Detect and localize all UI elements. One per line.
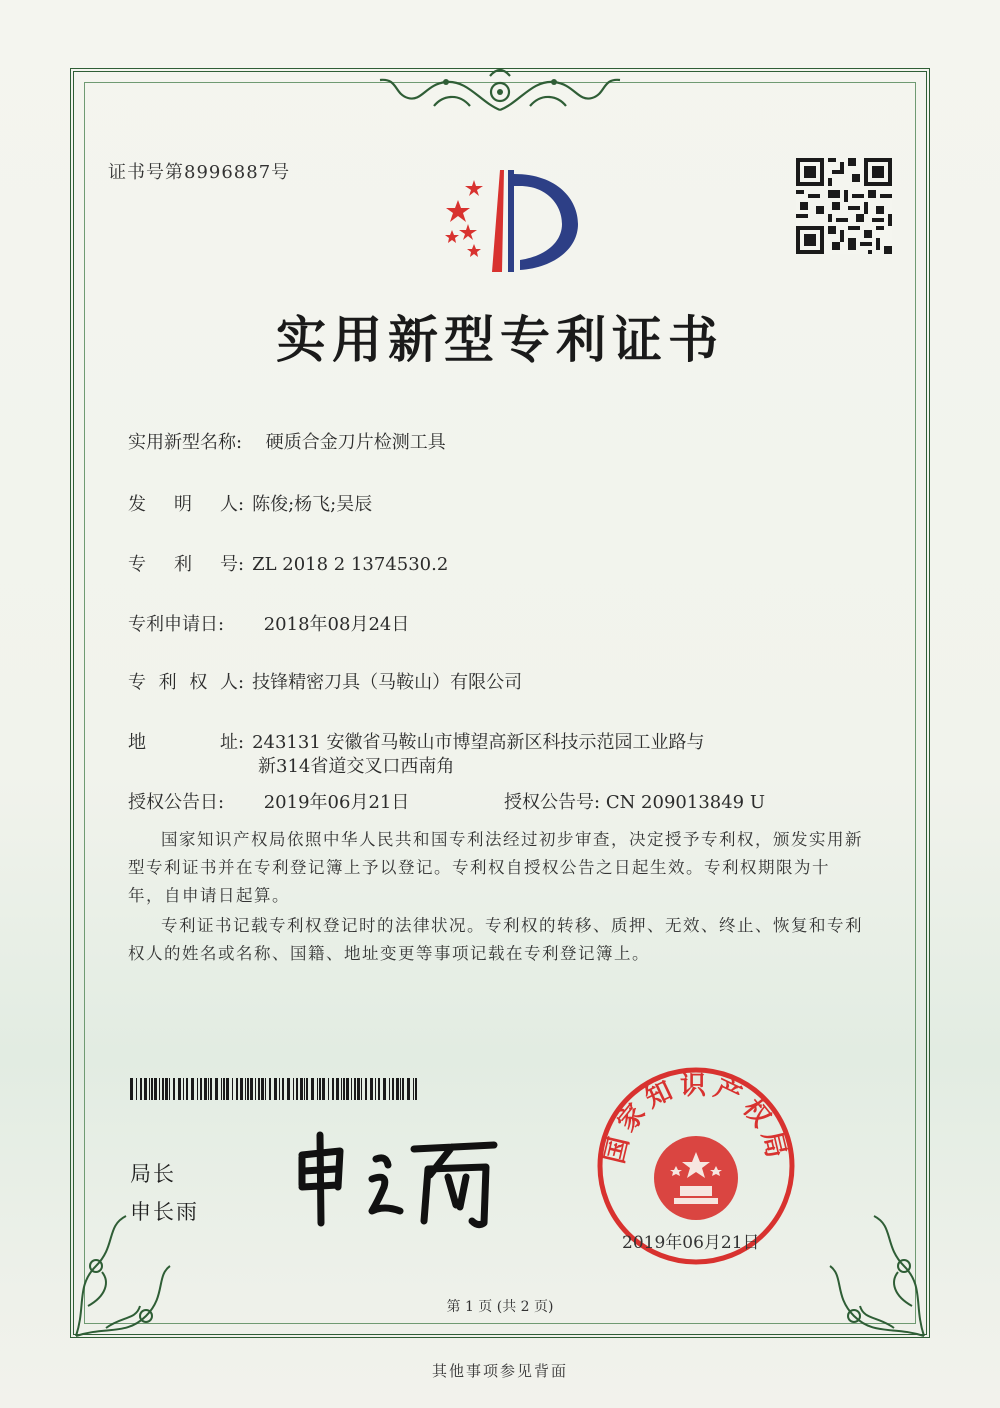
certificate-title: 实用新型专利证书 (276, 311, 724, 369)
grant-number-value: CN 209013849 U (605, 792, 766, 813)
seal-date: 2019年06月21日 (622, 1233, 760, 1253)
patentee-label: 专 利 权 人 (128, 672, 238, 693)
director-name: 申长雨 (130, 1200, 199, 1224)
grant-date-label: 授权公告日: (128, 792, 225, 813)
grant-number-label: 授权公告号: (504, 792, 601, 813)
inventor-row: 发 明 人 : 陈俊;杨飞;吴辰 (128, 490, 372, 516)
bottom-right-ornament-icon (824, 1196, 934, 1346)
legal-paragraph-2: 专利证书记载专利权登记时的法律状况。专利权的转移、质押、无效、终止、恢复和专利权人的姓名或名称、国籍、地址变更等事项记载在专利登记簿上。 (128, 916, 863, 963)
patent-number-label: 专 利 号 (128, 554, 238, 575)
utility-model-name-label: 实用新型名称: (128, 432, 243, 453)
top-ornament-icon (350, 62, 650, 122)
patent-number-row: 专 利 号 : ZL 2018 2 1374530.2 (128, 550, 448, 576)
address-value-line1: 243131 安徽省马鞍山市博望高新区科技示范园工业路与 (252, 732, 705, 753)
handwritten-signature (288, 1125, 508, 1235)
patentee-value: 技锋精密刀具（马鞍山）有限公司 (252, 672, 523, 693)
patent-office-emblem-icon (428, 160, 588, 280)
patentee-row: 专 利 权 人 : 技锋精密刀具（马鞍山）有限公司 (128, 668, 522, 694)
certificate-number: 证书号第8996887号 (108, 162, 291, 183)
grant-number-row (504, 788, 765, 814)
address-row: 地 址 : 243131 安徽省马鞍山市博望高新区科技示范园工业路与 (128, 728, 705, 754)
barcode-icon (130, 1078, 420, 1100)
legal-paragraph-1: 国家知识产权局依照中华人民共和国专利法经过初步审查，决定授予专利权，颁发实用新型专利证书并在专利登记簿上予以登记。专利权自授权公告之日起生效。专利权期限为十年，自申请日起算。 (128, 830, 863, 905)
page-number: 第 1 页 (共 2 页) (446, 1299, 554, 1315)
filing-date-row (128, 610, 409, 636)
director-title: 局长 (130, 1162, 176, 1186)
utility-model-name-value: 硬质合金刀片检测工具 (265, 432, 446, 453)
back-side-note: 其他事项参见背面 (431, 1362, 568, 1380)
utility-model-name-row (128, 428, 446, 454)
filing-date-value: 2018年08月24日 (263, 614, 410, 635)
patent-number-value: ZL 2018 2 1374530.2 (252, 554, 449, 575)
qr-code-icon (796, 158, 892, 254)
inventor-value: 陈俊;杨飞;吴辰 (252, 494, 373, 515)
address-label: 地 址 (128, 732, 238, 753)
svg-text:国家知识产权局: 国家知识产权局 (599, 1071, 793, 1167)
filing-date-label: 专利申请日: (128, 614, 225, 635)
grant-date-row (128, 788, 409, 814)
inventor-label: 发 明 人 (128, 494, 238, 515)
address-value-line2: 新314省道交叉口西南角 (258, 756, 455, 777)
grant-date-value: 2019年06月21日 (263, 792, 410, 813)
